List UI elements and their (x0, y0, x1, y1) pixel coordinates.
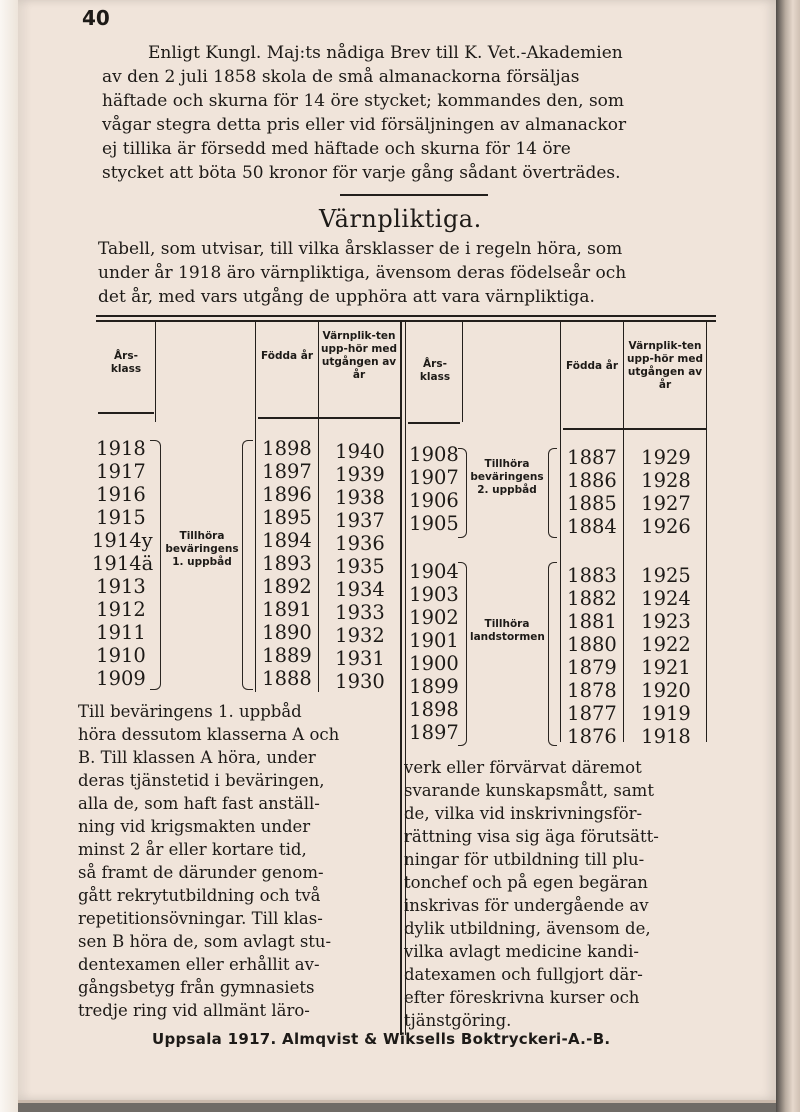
table-cell: 1910 (96, 644, 146, 667)
column-divider (560, 322, 561, 742)
table-cell: 1915 (96, 506, 146, 529)
table-cell: 1921 (641, 656, 691, 679)
text-line: datexamen och fullgjort där- (404, 965, 643, 984)
table-cell: 1882 (567, 587, 617, 610)
table-cell: 1916 (96, 483, 146, 506)
table-cell: 1918 (641, 725, 691, 748)
table-cell: 1886 (567, 469, 617, 492)
table-cell: 1898 (409, 698, 459, 721)
table-cell: 1879 (567, 656, 617, 679)
table-cell: 1897 (409, 721, 459, 744)
table-cell: 1901 (409, 629, 459, 652)
group-label-landstorm: Tillhöra landstormen (470, 618, 545, 643)
group-label-uppbad-1: Tillhöra beväringens 1. uppbåd (165, 530, 239, 568)
description-line: Tabell, som utvisar, till vilka årsklasser de i regeln höra, som (98, 239, 623, 259)
brace-left (548, 448, 557, 538)
text-line: verk eller förvärvat däremot (404, 758, 642, 777)
text-line: tredje ring vid allmänt läro- (78, 1001, 310, 1020)
table-cell: 1906 (409, 489, 459, 512)
text-line: B. Till klassen A höra, under (78, 748, 316, 767)
intro-line: vågar stegra detta pris eller vid försäljningen av almanackor (102, 115, 627, 135)
table-cell: 1893 (262, 552, 312, 575)
text-line: repetitionsövningar. Till klas- (78, 909, 323, 928)
header-divider (155, 322, 156, 422)
text-line: alla de, som haft fast anställ- (78, 794, 320, 813)
text-line: gångsbetyg från gymnasiets (78, 978, 315, 997)
table-cell: 1883 (567, 564, 617, 587)
table-cell: 1928 (641, 469, 691, 492)
text-line: dylik utbildning, ävensom de, (404, 919, 651, 938)
header-fodda-left: Födda år (261, 350, 313, 362)
header-underline (563, 428, 706, 430)
intro-line: av den 2 juli 1858 skola de små almanackorna försäljas (102, 67, 580, 87)
table-cell: 1913 (96, 575, 146, 598)
table-cell: 1878 (567, 679, 617, 702)
text-line: Till beväringens 1. uppbåd (78, 702, 302, 721)
table-cell: 1907 (409, 466, 459, 489)
table-cell: 1905 (409, 512, 459, 535)
table-cell: 1917 (96, 460, 146, 483)
text-line: så framt de därunder genom- (78, 863, 324, 882)
column-divider (255, 322, 256, 692)
intro-line: häftade och skurna för 14 öre stycket; kommandes den, som (102, 91, 625, 111)
column-divider (318, 322, 319, 692)
table-cell: 1887 (567, 446, 617, 469)
table-cell: 1890 (262, 621, 312, 644)
table-cell: 1899 (409, 675, 459, 698)
table-cell: 1908 (409, 443, 459, 466)
table-cell: 1892 (262, 575, 312, 598)
table-cell: 1936 (335, 532, 385, 555)
table-cell: 1880 (567, 633, 617, 656)
text-line: dentexamen eller erhållit av- (78, 955, 320, 974)
table-cell: 1924 (641, 587, 691, 610)
group-label-uppbad-2: Tillhöra beväringens 2. uppbåd (470, 458, 544, 496)
table-cell: 1923 (641, 610, 691, 633)
table-cell: 1903 (409, 583, 459, 606)
section-heading: Värnpliktiga. (319, 205, 482, 233)
table-cell: 1909 (96, 667, 146, 690)
text-line: inskrivas för undergående av (404, 896, 649, 915)
brace-left (548, 562, 557, 746)
intro-line: stycket att böta 50 kronor för varje gång sådant överträdes. (102, 163, 621, 183)
table-cell: 1914ä (92, 552, 154, 575)
table-cell: 1889 (262, 644, 312, 667)
table-cell: 1937 (335, 509, 385, 532)
brace-right (150, 440, 161, 690)
text-line: rättning visa sig äga förutsätt- (404, 827, 659, 846)
table-cell: 1920 (641, 679, 691, 702)
intro-line: ej tillika är försedd med häftade och skurna för 14 öre (102, 139, 571, 159)
brace-right (458, 562, 467, 746)
column-divider (623, 322, 624, 742)
table-cell: 1940 (335, 440, 385, 463)
table-cell: 1885 (567, 492, 617, 515)
text-line: svarande kunskapsmått, samt (404, 781, 654, 800)
table-cell: 1898 (262, 437, 312, 460)
table-cell: 1939 (335, 463, 385, 486)
table-cell: 1929 (641, 446, 691, 469)
description-line: det år, med vars utgång de upphöra att vara värnpliktiga. (98, 287, 595, 307)
text-line: deras tjänstetid i beväringen, (78, 771, 325, 790)
header-arsklass-right: Års-klass (419, 358, 451, 383)
table-cell: 1877 (567, 702, 617, 725)
table-cell: 1914y (92, 529, 153, 552)
table-cell: 1894 (262, 529, 312, 552)
header-fodda-right: Födda år (566, 360, 618, 372)
imprint: Uppsala 1917. Almqvist & Wiksells Boktryckeri-A.-B. (152, 1030, 611, 1048)
table-cell: 1926 (641, 515, 691, 538)
header-underline (98, 412, 154, 414)
text-line: minst 2 år eller kortare tid, (78, 840, 307, 859)
table-cell: 1925 (641, 564, 691, 587)
text-line: ningar för utbildning till plu- (404, 850, 645, 869)
table-cell: 1934 (335, 578, 385, 601)
text-line: tonchef och på egen begäran (404, 873, 648, 892)
intro-line: Enligt Kungl. Maj:ts nådiga Brev till K. Vet.-Akademien (148, 43, 623, 63)
table-cell: 1881 (567, 610, 617, 633)
book-gutter (0, 0, 18, 1112)
text-line: ning vid krigsmakten under (78, 817, 311, 836)
table-cell: 1918 (96, 437, 146, 460)
table-cell: 1876 (567, 725, 617, 748)
center-column-rule (400, 320, 402, 1035)
text-line: efter föreskrivna kurser och (404, 988, 640, 1007)
header-varnplikt-left: Värnplik-ten upp-hör med utgången av år (321, 330, 397, 381)
text-line: gått rekrytutbildning och två (78, 886, 321, 905)
text-line: sen B höra de, som avlagt stu- (78, 932, 332, 951)
table-cell: 1935 (335, 555, 385, 578)
table-cell: 1891 (262, 598, 312, 621)
text-line: vilka avlagt medicine kandi- (404, 942, 639, 961)
table-cell: 1884 (567, 515, 617, 538)
table-cell: 1888 (262, 667, 312, 690)
table-cell: 1895 (262, 506, 312, 529)
table-cell: 1931 (335, 647, 385, 670)
table-cell: 1938 (335, 486, 385, 509)
table-cell: 1911 (96, 621, 146, 644)
header-underline (408, 422, 460, 424)
table-cell: 1927 (641, 492, 691, 515)
table-cell: 1912 (96, 598, 146, 621)
table-cell: 1904 (409, 560, 459, 583)
table-cell: 1919 (641, 702, 691, 725)
header-divider (462, 322, 463, 422)
column-divider (706, 322, 707, 742)
table-cell: 1933 (335, 601, 385, 624)
book-edge (776, 0, 800, 1112)
table-cell: 1922 (641, 633, 691, 656)
table-cell: 1932 (335, 624, 385, 647)
short-divider (340, 194, 488, 196)
table-cell: 1896 (262, 483, 312, 506)
header-underline (258, 417, 400, 419)
text-line: höra dessutom klasserna A och (78, 725, 340, 744)
table-cell: 1897 (262, 460, 312, 483)
table-cell: 1930 (335, 670, 385, 693)
page-number: 40 (82, 6, 110, 30)
table-cell: 1900 (409, 652, 459, 675)
header-arsklass-left: Års-klass (110, 350, 142, 375)
header-varnplikt-right: Värnplik-ten upp-hör med utgången av år (627, 340, 703, 391)
text-line: de, vilka vid inskrivningsför- (404, 804, 643, 823)
table-top-rule (96, 315, 716, 317)
text-line: tjänstgöring. (404, 1011, 512, 1030)
brace-left (242, 440, 253, 690)
table-cell: 1902 (409, 606, 459, 629)
description-line: under år 1918 äro värnpliktiga, ävensom deras födelseår och (98, 263, 627, 283)
